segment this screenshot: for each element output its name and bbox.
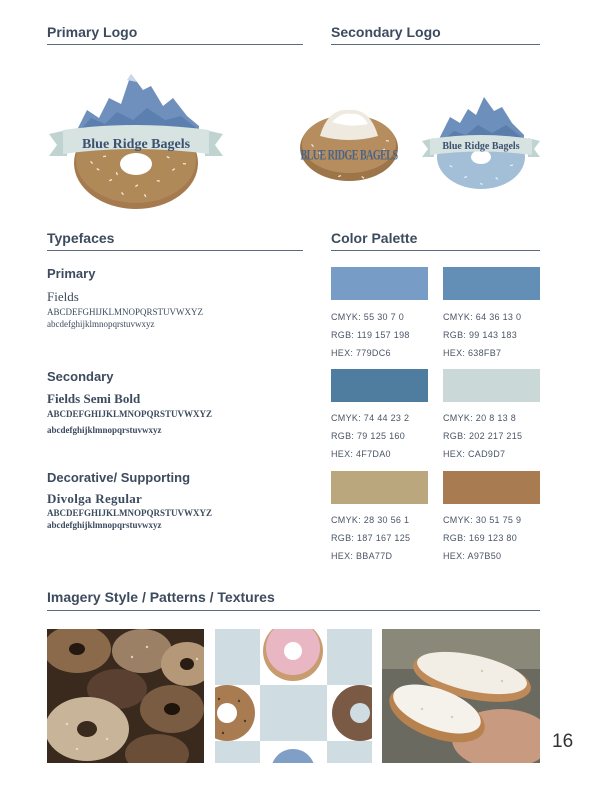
rgb-value: RGB: 119 157 198 <box>331 330 410 340</box>
secondary-logo-badge-text: Blue Ridge Bagels <box>442 141 520 152</box>
rgb-value: RGB: 187 167 125 <box>331 533 411 543</box>
hex-value: HEX: 779DC6 <box>331 348 391 358</box>
typefaces-divider <box>47 250 303 251</box>
rgb-value: RGB: 169 123 80 <box>443 533 518 543</box>
swatch-cad9d7-specs <box>443 409 522 463</box>
swatch-779dc6 <box>331 267 428 300</box>
cmyk-value: CMYK: 74 44 23 2 <box>331 413 410 423</box>
color-palette-divider <box>331 250 540 251</box>
typeface-secondary-uppercase: ABCDEFGHIJKLMNOPQRSTUVWXYZ <box>47 409 213 419</box>
typeface-decorative-heading: Decorative/ Supporting <box>47 470 191 485</box>
color-palette-heading: Color Palette <box>331 230 418 246</box>
typeface-decorative-uppercase: ABCDEFGHIJKLMNOPQRSTUVWXYZ <box>47 508 213 518</box>
cmyk-value: CMYK: 30 51 75 9 <box>443 515 522 525</box>
hex-value: HEX: A97B50 <box>443 551 502 561</box>
typeface-decorative-lowercase: abcdefghijklmnopqrstuvwxyz <box>47 520 162 530</box>
swatch-bba77d <box>331 471 428 504</box>
swatch-779dc6-specs <box>331 308 410 362</box>
primary-logo-heading: Primary Logo <box>47 24 138 40</box>
imagery-divider <box>47 610 540 611</box>
cmyk-value: CMYK: 55 30 7 0 <box>331 312 405 322</box>
rgb-value: RGB: 79 125 160 <box>331 431 406 441</box>
swatch-4f7da0-specs <box>331 409 409 463</box>
secondary-logo-divider <box>331 44 540 45</box>
secondary-logo-bagel-text: BLUE RIDGE BAGELS <box>300 147 398 164</box>
typeface-secondary-lowercase: abcdefghijklmnopqrstuvwxyz <box>47 425 162 435</box>
typeface-secondary-name: Fields Semi Bold <box>47 391 141 406</box>
typeface-primary-heading: Primary <box>47 266 96 281</box>
swatch-bba77d-specs <box>331 511 410 565</box>
secondary-logo-bagel <box>298 104 400 188</box>
swatch-4f7da0 <box>331 369 428 402</box>
typeface-decorative-name: Divolga Regular <box>47 491 143 506</box>
typeface-primary-uppercase: ABCDEFGHIJKLMNOPQRSTUVWXYZ <box>47 307 204 317</box>
primary-logo-divider <box>47 44 303 45</box>
page-number: 16 <box>552 731 574 752</box>
swatch-cad9d7 <box>443 369 540 402</box>
typeface-primary-name: Fields <box>47 289 79 304</box>
cmyk-value: CMYK: 20 8 13 8 <box>443 413 517 423</box>
rgb-value: RGB: 99 143 183 <box>443 330 518 340</box>
imagery-heading: Imagery Style / Patterns / Textures <box>47 589 275 605</box>
hex-value: HEX: BBA77D <box>331 551 393 561</box>
hex-value: HEX: 638FB7 <box>443 348 502 358</box>
swatch-a97b50 <box>443 471 540 504</box>
secondary-logo-heading: Secondary Logo <box>331 24 441 40</box>
cream-cheese-bagel-photo <box>382 629 540 763</box>
rgb-value: RGB: 202 217 215 <box>443 431 523 441</box>
hex-value: HEX: 4F7DA0 <box>331 449 391 459</box>
bagel-pattern-tile <box>215 629 372 763</box>
swatch-a97b50-specs <box>443 511 521 565</box>
hex-value: HEX: CAD9D7 <box>443 449 506 459</box>
typeface-secondary-heading: Secondary <box>47 369 114 384</box>
primary-logo-text: Blue Ridge Bagels <box>81 137 191 152</box>
typeface-primary-lowercase: abcdefghijklmnopqrstuvwxyz <box>47 319 155 329</box>
bagel-pile-photo <box>47 629 204 763</box>
cmyk-value: CMYK: 28 30 56 1 <box>331 515 410 525</box>
typefaces-heading: Typefaces <box>47 230 115 246</box>
swatch-638fb7 <box>443 267 540 300</box>
cmyk-value: CMYK: 64 36 13 0 <box>443 312 522 322</box>
swatch-638fb7-specs <box>443 308 521 362</box>
